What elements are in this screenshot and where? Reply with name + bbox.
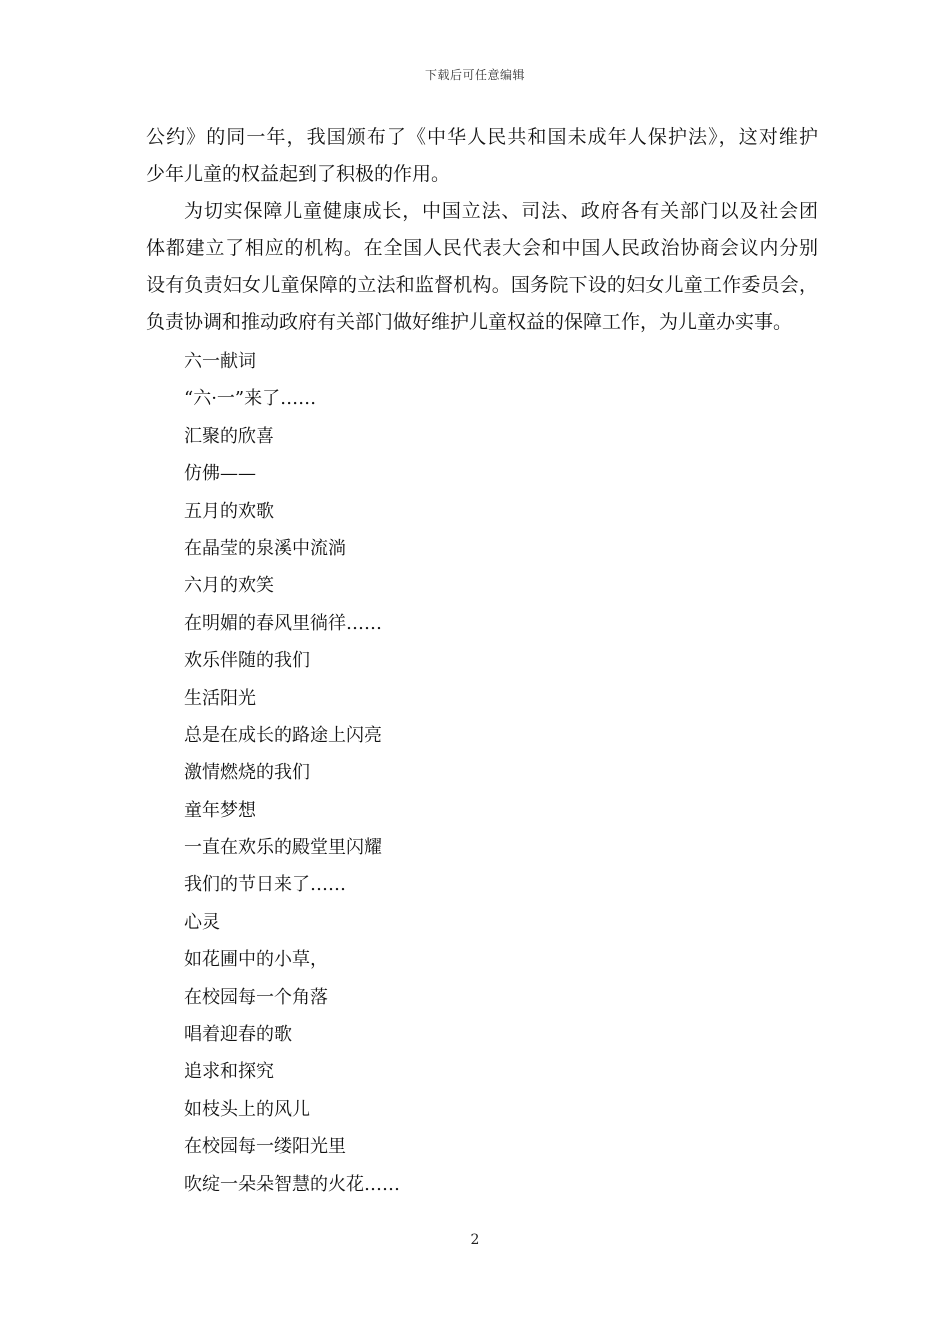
poem-line: 追求和探究 <box>184 1061 274 1083</box>
poem-line: 如枝头上的风儿 <box>184 1098 310 1120</box>
poem-line: 在校园每一个角落 <box>184 986 328 1008</box>
poem-line: 一直在欢乐的殿堂里闪耀 <box>184 837 382 859</box>
document-body <box>146 119 818 341</box>
paragraph-line: 负责协调和推动政府有关部门做好维护儿童权益的保障工作，为儿童办实事。 <box>146 311 793 333</box>
poem-line: 五月的欢歌 <box>184 500 274 522</box>
poem-line: 唱着迎春的歌 <box>184 1024 292 1046</box>
poem-line: 在明媚的春风里徜徉…… <box>184 612 382 634</box>
paragraph-line: 设有负责妇女儿童保障的立法和监督机构。国务院下设的妇女儿童工作委员会， <box>146 274 818 296</box>
poem-line: 欢乐伴随的我们 <box>184 650 310 672</box>
poem <box>146 343 818 1203</box>
poem-line: “六·一”来了…… <box>184 388 317 410</box>
paragraph-line: 少年儿童的权益起到了积极的作用。 <box>146 163 451 185</box>
poem-line: 在校园每一缕阳光里 <box>184 1136 346 1158</box>
poem-line: 总是在成长的路途上闪亮 <box>184 724 382 746</box>
poem-line: 吹绽一朵朵智慧的火花…… <box>184 1173 400 1195</box>
poem-line: 童年梦想 <box>184 799 256 821</box>
paragraph-2 <box>146 193 818 341</box>
poem-line: 生活阳光 <box>184 687 256 709</box>
paragraph-line: 公约》的同一年，我国颁布了《中华人民共和国未成年人保护法》，这对维护 <box>146 126 818 148</box>
poem-line: 仿佛—— <box>184 463 256 485</box>
paragraph-line: 为切实保障儿童健康成长，中国立法、司法、政府各有关部门以及社会团 <box>184 200 818 222</box>
poem-line: 激情燃烧的我们 <box>184 762 310 784</box>
poem-title: 六一献词 <box>184 351 256 372</box>
poem-line: 心灵 <box>184 911 220 933</box>
poem-line: 汇聚的欣喜 <box>184 425 274 447</box>
poem-line: 如花圃中的小草， <box>184 949 328 971</box>
poem-line: 六月的欢笑 <box>184 575 274 597</box>
paragraph-line: 体都建立了相应的机构。在全国人民代表大会和中国人民政治协商会议内分别 <box>146 237 818 259</box>
poem-line: 在晶莹的泉溪中流淌 <box>184 537 346 559</box>
page-number: 2 <box>470 1232 480 1248</box>
poem-line: 我们的节日来了…… <box>184 874 346 896</box>
paragraph-1 <box>146 119 818 193</box>
page-header: 下载后可任意编辑 <box>424 68 525 82</box>
